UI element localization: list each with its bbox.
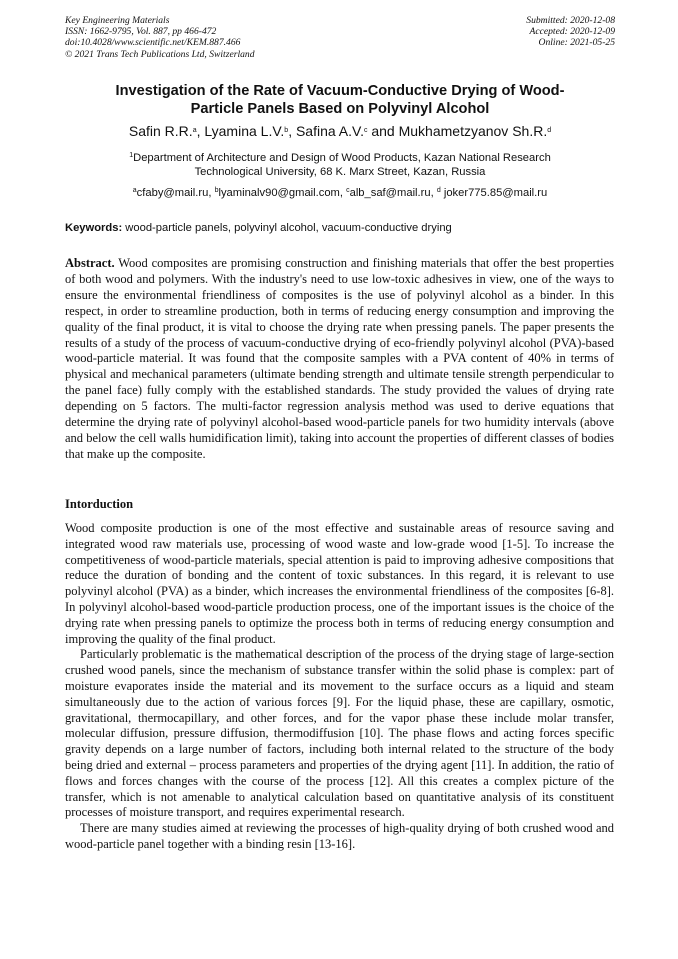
email-address[interactable]: joker775.85@mail.ru [440,187,548,199]
keywords [65,221,615,235]
submission-dates [526,15,615,49]
author-name: Safina A.V. [295,123,364,139]
email-address[interactable]: cfaby@mail.ru, [136,187,215,199]
paragraph: Wood composite production is one of the most effective and sustainable areas of resource saving and integrated wood raw materials use, processing of wood waste and low-grade wood [1-5]. To increase the competitiveness of wood-particle materials, special attention is paid to improving adhesive compositions that reduce the duration of bonding and the content of toxic substances. In this regard, it is relevant to use polyvinyl alcohol (PVA) as a binder, which increases the environmental friendliness of the composites [6-8]. In polyvinyl alcohol-based wood-particle production process, one of the important issues is the choice of the drying rate when pressing panels to optimize the process both in terms of reducing energy consumption and improving the quality of the final product. [65,521,614,646]
affiliation-mark: 1 [129,152,134,159]
email-mark: c [346,187,350,194]
affiliation [70,151,610,179]
keywords-label: Keywords: [65,222,123,234]
author-name: Safin R.R. [128,123,193,139]
author-mark: c [363,127,368,134]
abstract [65,256,614,463]
title-line-2: Particle Panels Based on Polyvinyl Alcohol [190,100,490,117]
email-address[interactable]: alb_saf@mail.ru, [349,187,437,199]
author-name: Lyamina L.V. [204,123,285,139]
paragraph: Particularly problematic is the mathematical description of the process of the drying stage of large-section crushed wood panels, since the mechanism of substance transfer within the solid phase is complex: part of moisture evaporates inside the material and its movement to the surface occurs as a liquid and steam simultaneously due to the action of various forces [9]. For the liquid phase, these are capillary, osmotic, gravitational, thermocapillary, and other forces, and for the vapor phase these include molar transfer, molecular diffusion, pressure diffusion, thermodiffusion [10]. The phase flows and acting forces specific gravity depends on a large number of factors, including both internal related to the structure of the body being dried and external – process parameters and properties of the drying agent [11]. In addition, the ratio of flows and forces changes with the course of the process [12]. All this creates a complex picture of the transfer, which is not amenable to analytical calculation based on quantitative analysis of its constituent processes of moisture transport, and requires experimental research. [65,647,614,820]
author-separator: , [288,123,296,139]
paragraph: There are many studies aimed at reviewing the processes of high-quality drying of both crushed wood and wood-particle panel together with a binding resin [13-16]. [65,821,614,851]
affiliation-line-2: Technological University, 68 K. Marx Street, Kazan, Russia [194,166,486,178]
keywords-text: wood-particle panels, polyvinyl alcohol, vacuum-conductive drying [122,222,452,234]
accepted-date: Accepted: 2020-12-09 [529,26,615,38]
introduction-body [65,521,614,853]
author-mark: d [547,127,552,134]
abstract-label: Abstract. [65,256,115,270]
journal-copyright: © 2021 Trans Tech Publications Ltd, Switzerland [65,48,255,60]
journal-issn: ISSN: 1662-9795, Vol. 887, pp 466-472 [65,26,217,38]
email-mark: b [214,187,219,194]
author-name: Mukhametzyanov Sh.R. [398,123,548,139]
author-mark: b [284,127,289,134]
journal-info [65,15,255,60]
email-address[interactable]: lyaminalv90@gmail.com, [218,187,347,199]
email-mark: d [436,187,441,194]
paper-title [70,83,610,118]
email-list [40,186,640,200]
title-line-1: Investigation of the Rate of Vacuum-Conductive Drying of Wood- [115,83,565,99]
online-date: Online: 2021-05-25 [538,37,615,49]
journal-doi: doi:10.4028/www.scientific.net/KEM.887.466 [65,37,241,49]
journal-name: Key Engineering Materials [65,15,170,26]
author-separator: , [196,123,205,139]
author-separator: and [367,123,399,139]
affiliation-line-1: Department of Architecture and Design of Wood Products, Kazan National Research [133,152,551,164]
email-mark: a [132,187,137,194]
submitted-date: Submitted: 2020-12-08 [526,15,615,26]
abstract-text: Wood composites are promising construction and finishing materials that offer the best properties of both wood and polymers. With the industry's need to use low-toxic adhesives in view, one of the ways to ensure the environmental friendliness of composites is the use of polyvinyl alcohol as a binder. In this respect, in order to streamline production, both in terms of reducing energy consumption and improving the quality of the final product, it is vital to choose the drying rate when pressing panels. The paper presents the results of a study of the process of vacuum-conductive drying of eco-friendly polyvinyl alcohol (PVA)-based wood-particle material. It was found that the composite samples with a PVA content of 40% in terms of physical and mechanical parameters (ultimate bending strength and ultimate tensile strength perpendicular to the panel face) fully comply with the established standards. The study provided the values of drying rate depending on 5 factors. The multi-factor regression analysis method was used to derive equations that determine the drying rate of polyvinyl alcohol-based wood-particle panels for two humidity intervals (above and below the cell walls humidification limit), taking into account the properties of different classes of bodies that make up the composite. [65,256,614,461]
author-list [40,123,640,140]
section-heading: Intorduction [65,497,134,511]
author-mark: a [192,127,197,134]
